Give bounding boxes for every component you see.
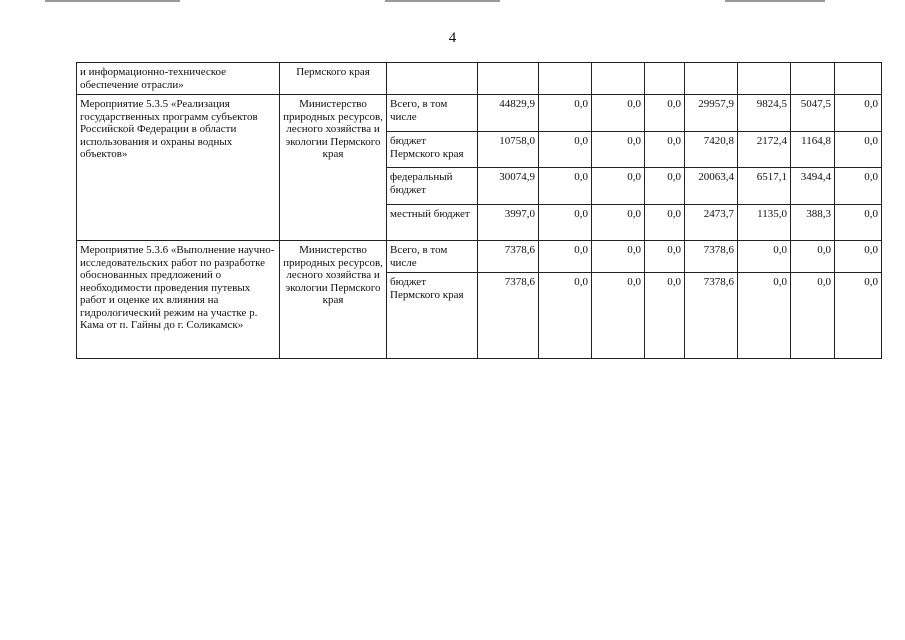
funding-source-cell: местный бюджет <box>387 205 478 241</box>
amount-cell: 0,0 <box>592 205 645 241</box>
amount-cell: 2473,7 <box>685 205 738 241</box>
amount-cell: 0,0 <box>592 168 645 205</box>
amount-cell: 0,0 <box>539 273 592 359</box>
amount-cell <box>738 63 791 95</box>
amount-cell: 0,0 <box>738 273 791 359</box>
amount-cell: 0,0 <box>645 241 685 273</box>
amount-cell: 0,0 <box>539 95 592 132</box>
amount-cell <box>791 63 835 95</box>
amount-cell: 0,0 <box>592 132 645 168</box>
table-row <box>77 241 882 273</box>
amount-cell <box>592 63 645 95</box>
amount-cell: 0,0 <box>539 241 592 273</box>
amount-cell: 0,0 <box>791 273 835 359</box>
amount-cell: 0,0 <box>592 95 645 132</box>
amount-cell: 0,0 <box>835 132 882 168</box>
page-number: 4 <box>448 30 457 46</box>
amount-cell: 20063,4 <box>685 168 738 205</box>
amount-cell: 0,0 <box>738 241 791 273</box>
amount-cell: 7420,8 <box>685 132 738 168</box>
amount-cell: 29957,9 <box>685 95 738 132</box>
amount-cell <box>645 63 685 95</box>
amount-cell: 2172,4 <box>738 132 791 168</box>
activity-name-cell: Мероприятие 5.3.6 «Выполнение научно-исследовательских работ по разработке обоснованных предложений о необходимости проведения путевых работ и оценке их влияния на гидрологический режим на участке р. Кама от п. Гайны до г. Соликамск» <box>77 241 280 359</box>
scan-edge-right <box>725 0 825 2</box>
amount-cell: 30074,9 <box>478 168 539 205</box>
amount-cell: 0,0 <box>645 205 685 241</box>
amount-cell: 0,0 <box>592 241 645 273</box>
amount-cell <box>478 63 539 95</box>
amount-cell: 0,0 <box>539 205 592 241</box>
amount-cell: 0,0 <box>835 168 882 205</box>
funding-source-cell: бюджет Пермского края <box>387 273 478 359</box>
amount-cell: 0,0 <box>835 241 882 273</box>
funding-source-cell: Всего, в том числе <box>387 241 478 273</box>
amount-cell: 0,0 <box>645 273 685 359</box>
amount-cell: 7378,6 <box>685 273 738 359</box>
amount-cell: 0,0 <box>539 168 592 205</box>
amount-cell: 388,3 <box>791 205 835 241</box>
amount-cell: 5047,5 <box>791 95 835 132</box>
activity-name-cell: Мероприятие 5.3.5 «Реализация государственных программ субъектов Российской Федерации в области использования и охраны водных объектов» <box>77 95 280 241</box>
activity-name-cell: и информационно-техническое обеспечение отрасли» <box>77 63 280 95</box>
amount-cell <box>685 63 738 95</box>
funding-source-cell: Всего, в том числе <box>387 95 478 132</box>
amount-cell <box>835 63 882 95</box>
table-row <box>77 95 882 132</box>
amount-cell: 7378,6 <box>685 241 738 273</box>
amount-cell: 7378,6 <box>478 273 539 359</box>
scan-edge-left <box>45 0 180 2</box>
amount-cell: 0,0 <box>835 95 882 132</box>
amount-cell: 10758,0 <box>478 132 539 168</box>
amount-cell: 0,0 <box>645 95 685 132</box>
executor-cell: Министерство природных ресурсов, лесного хозяйства и экологии Пермского края <box>280 95 387 241</box>
scan-edge-center <box>385 0 500 2</box>
amount-cell: 1135,0 <box>738 205 791 241</box>
amount-cell: 9824,5 <box>738 95 791 132</box>
amount-cell: 0,0 <box>835 273 882 359</box>
executor-cell: Пермского края <box>280 63 387 95</box>
amount-cell: 6517,1 <box>738 168 791 205</box>
amount-cell <box>539 63 592 95</box>
amount-cell: 0,0 <box>645 168 685 205</box>
funding-source-cell: федеральный бюджет <box>387 168 478 205</box>
amount-cell: 0,0 <box>539 132 592 168</box>
amount-cell: 0,0 <box>592 273 645 359</box>
funding-table <box>76 62 882 359</box>
amount-cell: 7378,6 <box>478 241 539 273</box>
table-row <box>77 63 882 95</box>
amount-cell: 0,0 <box>835 205 882 241</box>
executor-cell: Министерство природных ресурсов, лесного хозяйства и экологии Пермского края <box>280 241 387 359</box>
funding-source-cell <box>387 63 478 95</box>
amount-cell: 0,0 <box>791 241 835 273</box>
amount-cell: 3494,4 <box>791 168 835 205</box>
amount-cell: 3997,0 <box>478 205 539 241</box>
amount-cell: 1164,8 <box>791 132 835 168</box>
funding-source-cell: бюджет Пермского края <box>387 132 478 168</box>
amount-cell: 44829,9 <box>478 95 539 132</box>
amount-cell: 0,0 <box>645 132 685 168</box>
